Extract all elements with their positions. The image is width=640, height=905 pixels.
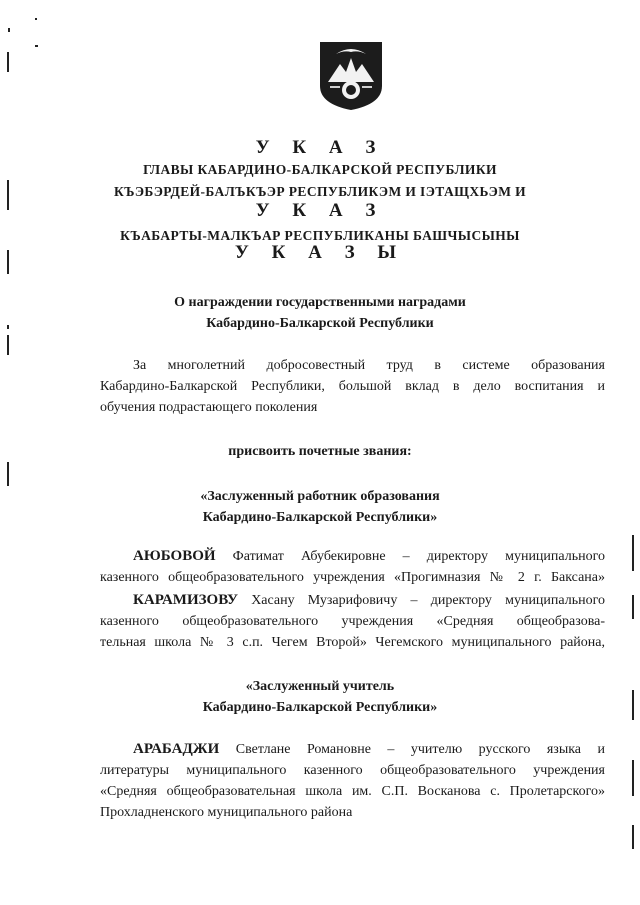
awardee-line: тельная школа № 3 с.п. Чегем Второй» Чегемского муниципального района, [100, 635, 605, 650]
awardee-line: «Средняя общеобразовательная школа им. С.П. Восканова с. Пролетарского» [100, 784, 605, 799]
intro-line: обучения подрастающего поколения [100, 400, 318, 415]
intro-line: Кабардино-Балкарской Республики, большой вклад в дело воспитания и [100, 379, 605, 394]
scan-mark [7, 462, 9, 486]
intro-paragraph [100, 355, 605, 418]
scan-mark [7, 335, 9, 355]
award-title-line: «Заслуженный работник образования [200, 489, 440, 504]
scan-mark [632, 595, 634, 619]
awardee-text: Фатимат Абубекировне – директору муниципального [232, 549, 606, 564]
document-title-line: Кабардино-Балкарской Республики [206, 316, 434, 331]
header-line-krc: КЪАБАРТЫ-МАЛКЪАР РЕСПУБЛИКАНЫ БАШЧЫСЫНЫ [120, 228, 520, 243]
awardee-line: казенного общеобразовательного учреждения «Средняя общеобразова- [100, 614, 605, 629]
awardee-line: Прохладненского муниципального района [100, 805, 353, 820]
awardee-line [100, 546, 605, 567]
award-title-honored-teacher [0, 676, 640, 718]
scan-mark [35, 45, 38, 47]
awardee-ayubova [100, 546, 605, 588]
ukaz-heading: У К А З [255, 137, 385, 158]
award-title-line: Кабардино-Балкарской Республики» [202, 510, 438, 525]
award-title-line: Кабардино-Балкарской Республики» [202, 700, 438, 715]
intro-line: За многолетний добросовестный труд в системе образования [133, 358, 605, 373]
scan-mark [632, 535, 634, 571]
awardee-name: КАРАМИЗОВУ [133, 592, 238, 608]
awardee-karamizov [100, 590, 605, 653]
scan-mark [632, 825, 634, 849]
scan-mark [7, 52, 9, 72]
scan-mark [632, 760, 634, 796]
ukaz-heading-krc: У К А З Ы [234, 242, 406, 263]
assign-heading: присвоить почетные звания: [228, 444, 412, 459]
awardee-line: казенного общеобразовательного учреждения «Прогимназия № 2 г. Баксана» [100, 570, 605, 585]
ukaz-heading-kbd: У К А З [255, 200, 385, 221]
coat-of-arms-emblem [318, 40, 384, 112]
header-line-ru: ГЛАВЫ КАБАРДИНО-БАЛКАРСКОЙ РЕСПУБЛИКИ [143, 162, 497, 177]
scan-mark [35, 18, 37, 20]
document-title [0, 292, 640, 334]
awardee-line: литературы муниципального казенного общеобразовательного учреждения [100, 763, 605, 778]
awardee-name: АЮБОВОЙ [133, 548, 216, 564]
header-line-kbd: КЪЭБЭРДЕЙ-БАЛЪКЪЭР РЕСПУБЛИКЭМ И IЭТАЩХЬЭМ И [113, 184, 527, 199]
awardee-line [100, 739, 605, 760]
award-title-education-worker [0, 486, 640, 528]
document-title-line: О награждении государственными наградами [174, 295, 466, 310]
awardee-text: Светлане Романовне – учителю русского языка и [235, 742, 605, 757]
awardee-name: АРАБАДЖИ [133, 741, 220, 757]
scan-mark [8, 28, 10, 32]
awardee-arabadzhi [100, 739, 605, 823]
awardee-line [100, 590, 605, 611]
awardee-text: Хасану Музарифовичу – директору муниципального [251, 593, 606, 608]
award-title-line: «Заслуженный учитель [245, 679, 395, 694]
